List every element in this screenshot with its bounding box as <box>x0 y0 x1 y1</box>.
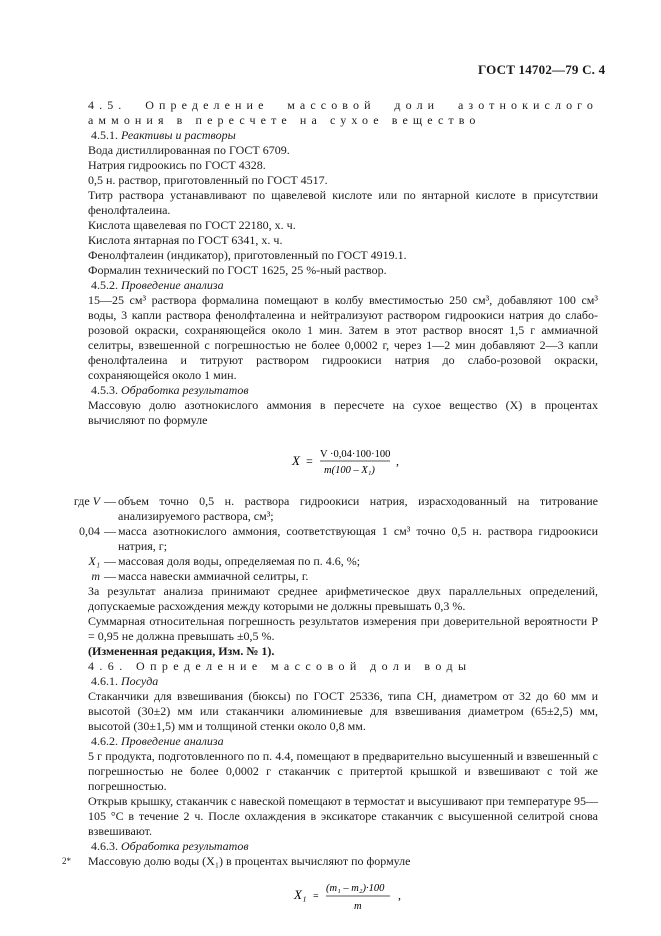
section-title: Реактивы и растворы <box>121 128 236 142</box>
definitions-list <box>60 494 598 584</box>
section-4-6-3-heading <box>88 839 598 854</box>
section-number: 4.5.3. <box>91 383 118 397</box>
definition-item <box>60 554 598 569</box>
section-title: Проведение анализа <box>121 278 224 292</box>
definition-item <box>60 569 598 584</box>
section-number: 4.6.3. <box>91 839 118 853</box>
error-text: Суммарная относительная погрешность результатов измерения при доверительной вероятности P = 0,95 не должна превышать ±0,5 %. <box>88 614 598 643</box>
definition-item <box>60 494 598 524</box>
symbol: V <box>92 494 100 508</box>
definition-symbol: X₁ <box>88 554 100 568</box>
section-4-5-2-heading <box>88 278 598 293</box>
reagent-line: Фенолфталеин (индикатор), приготовленный по ГОСТ 4919.1. <box>88 248 407 262</box>
page-footer-mark: 2* <box>62 856 71 866</box>
definition-symbol <box>60 494 104 524</box>
definition-text: массовая доля воды, определяемая по п. 4.6, %; <box>118 554 361 568</box>
section-number: 4.6.1. <box>91 674 118 688</box>
document-body <box>73 98 598 919</box>
section-4-6-title: 4.6. Определение массовой доли воды <box>88 659 472 673</box>
formula-comma: , <box>398 888 401 902</box>
section-4-6-1-heading <box>88 674 598 689</box>
section-title: Обработка результатов <box>121 839 249 853</box>
definition-text: масса навески аммиачной селитры, г. <box>118 569 309 583</box>
reagent-line: Кислота щавелевая по ГОСТ 22180, х. ч. <box>88 218 296 232</box>
definition-dash: — <box>104 494 116 508</box>
formula-1-graphic <box>88 428 598 494</box>
formula-2 <box>88 869 598 919</box>
formula-denominator: m <box>354 901 362 912</box>
page-header: ГОСТ 14702—79 С. 4 <box>478 62 606 77</box>
procedure-text: 15—25 см³ раствора формалина помещают в колбу вместимостью 250 см³, добавляют 100 см³ воды, 3 капли раствора фенолфталеина и нейтрализуют раствором гидроокиси натрия до слабо-розовой окраски, сохраняющейся около 1 мин. Затем в этот раствор вносят 1,5 г аммиачной селитры, взвешенной с погрешностью не более 0,0002 г, через 1—2 мин добавляют 2—3 капли фенолфталеина и титруют раствором гидроокиси натрия до слабо-розовой окраски, сохраняющейся около 1 мин. <box>88 293 598 382</box>
definition-dash: — <box>104 569 116 583</box>
formula-numerator: V ·0,04·100·100 <box>320 449 391 460</box>
result-text: За результат анализа принимают среднее арифметическое двух параллельных определений, допускаемые расхождения между которыми не должны превышать 0,3 %. <box>88 584 598 613</box>
reagent-line: 0,5 н. раствор, приготовленный по ГОСТ 4517. <box>88 173 328 187</box>
formula-lhs: X₁ <box>294 887 307 902</box>
formula-numerator: (m₁ – m₂)·100 <box>326 883 385 894</box>
reagent-line: Вода дистиллированная по ГОСТ 6709. <box>88 143 290 157</box>
definition-symbol: m <box>91 569 100 583</box>
section-number: 4.5.2. <box>91 278 118 292</box>
section-4-5-title: 4.5. Определение массовой доли азотнокислого аммония в пересчете на сухое вещество <box>88 98 598 127</box>
formula-denominator: m(100 – X₁) <box>324 465 375 476</box>
reagent-line: Натрия гидроокись по ГОСТ 4328. <box>88 158 266 172</box>
section-title: Проведение анализа <box>121 734 224 748</box>
section-title: Посуда <box>121 674 159 688</box>
amendment-note: (Измененная редакция, Изм. № 1). <box>88 644 275 658</box>
formula-lhs: X <box>292 453 300 468</box>
definition-text: объем точно 0,5 н. раствора гидроокиси натрия, израсходованный на титрование анализируемого раствора, см³; <box>118 494 598 523</box>
definition-dash: — <box>104 524 116 538</box>
section-4-5-1-heading <box>88 128 598 143</box>
glassware-text: Стаканчики для взвешивания (бюксы) по ГОСТ 25336, типа СН, диаметром от 32 до 60 мм и высотой (30±2) мм или стаканчики алюминиевые для взвешивания диаметром (65±2,5) мм, высотой (30±1,5) мм и толщиной стенки около 0,8 мм. <box>88 689 598 733</box>
procedure-text-2: Открыв крышку, стаканчик с навеской помещают в термостат и высушивают при температуре 95—105 °С в течение 2 ч. После охлаждения в эксикаторе стаканчик с высушенной селитрой снова взвешивают. <box>88 794 598 838</box>
reagent-line: Титр раствора устанавливают по щавелевой кислоте или по янтарной кислоте в присутствии фенолфталеина. <box>88 188 598 217</box>
formula-equals: = <box>313 891 319 902</box>
definition-dash: — <box>104 554 116 568</box>
section-4-6-2-heading <box>88 734 598 749</box>
calculation-text: Массовую долю азотнокислого аммония в пересчете на сухое вещество (X) в процентах вычисляют по формуле <box>88 398 598 427</box>
definition-item <box>60 524 598 554</box>
formula-equals: = <box>306 454 313 468</box>
formula-1 <box>88 428 598 494</box>
calculation-text: Массовую долю воды (X₁) в процентах вычисляют по формуле <box>88 854 411 868</box>
section-number: 4.5.1. <box>91 128 118 142</box>
section-title: Обработка результатов <box>121 383 249 397</box>
reagent-line: Кислота янтарная по ГОСТ 6341, х. ч. <box>88 233 283 247</box>
procedure-text-1: 5 г продукта, подготовленного по п. 4.4, помещают в предварительно высушенный и взвешенный с погрешностью не более 0,0002 г стаканчик с притертой крышкой и взвешивают с той же погрешностью. <box>88 749 598 793</box>
reagent-line: Формалин технический по ГОСТ 1625, 25 %-ный раствор. <box>88 263 387 277</box>
where-word: где <box>73 494 90 508</box>
section-4-5-3-heading <box>88 383 598 398</box>
formula-2-graphic <box>88 869 598 919</box>
formula-comma: , <box>396 454 399 468</box>
section-number: 4.6.2. <box>91 734 118 748</box>
definition-symbol: 0,04 <box>79 524 100 538</box>
definition-text: масса азотнокислого аммония, соответствующая 1 см³ точно 0,5 н. раствора гидроокиси натрия, г; <box>118 524 598 553</box>
